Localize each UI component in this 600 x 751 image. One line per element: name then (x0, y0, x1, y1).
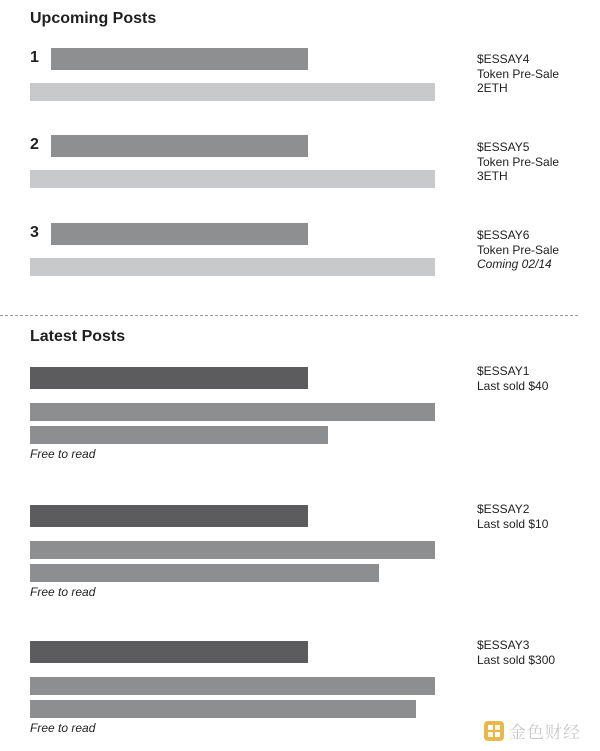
watermark (484, 718, 581, 743)
token-label: Token Pre-Sale (477, 154, 560, 169)
post-number: 2 (30, 136, 39, 153)
token-info (477, 638, 555, 667)
post-title-placeholder[interactable] (30, 505, 308, 527)
access-label: Free to read (30, 585, 96, 599)
post-title-placeholder[interactable] (51, 48, 308, 70)
jinse-logo-icon (484, 721, 504, 741)
token-name: $ESSAY4 (477, 52, 530, 66)
token-status: 3ETH (477, 169, 508, 183)
token-info (477, 228, 559, 272)
section-divider (0, 315, 578, 316)
upcoming-posts-title: Upcoming Posts (30, 10, 157, 27)
post-summary-placeholder (30, 170, 435, 188)
token-info (477, 502, 548, 531)
token-name: $ESSAY6 (477, 228, 530, 242)
post-summary-placeholder (30, 258, 435, 276)
token-label: Token Pre-Sale (477, 242, 560, 257)
token-info (477, 52, 559, 96)
post-text-placeholder (30, 677, 435, 695)
token-status: Coming 02/14 (477, 257, 552, 271)
post-number: 1 (30, 49, 39, 66)
token-status: 2ETH (477, 81, 508, 95)
post-number: 3 (30, 224, 39, 241)
token-info (477, 364, 548, 393)
access-label: Free to read (30, 447, 96, 461)
post-title-placeholder[interactable] (51, 135, 308, 157)
token-name: $ESSAY3 (477, 638, 530, 652)
post-title-placeholder[interactable] (30, 641, 308, 663)
post-text-placeholder (30, 564, 379, 582)
token-name: $ESSAY2 (477, 502, 530, 516)
last-sold: Last sold $10 (477, 516, 549, 531)
token-label: Token Pre-Sale (477, 66, 560, 81)
post-summary-placeholder (30, 83, 435, 101)
last-sold: Last sold $40 (477, 378, 549, 393)
watermark-text: 金色财经 (509, 723, 581, 743)
post-title-placeholder[interactable] (30, 367, 308, 389)
token-name: $ESSAY5 (477, 140, 530, 154)
access-label: Free to read (30, 721, 96, 735)
post-text-placeholder (30, 403, 435, 421)
token-name: $ESSAY1 (477, 364, 530, 378)
post-text-placeholder (30, 541, 435, 559)
post-title-placeholder[interactable] (51, 223, 308, 245)
last-sold: Last sold $300 (477, 652, 556, 667)
token-info (477, 140, 559, 184)
post-text-placeholder (30, 700, 416, 718)
post-text-placeholder (30, 426, 328, 444)
latest-posts-title: Latest Posts (30, 328, 126, 345)
